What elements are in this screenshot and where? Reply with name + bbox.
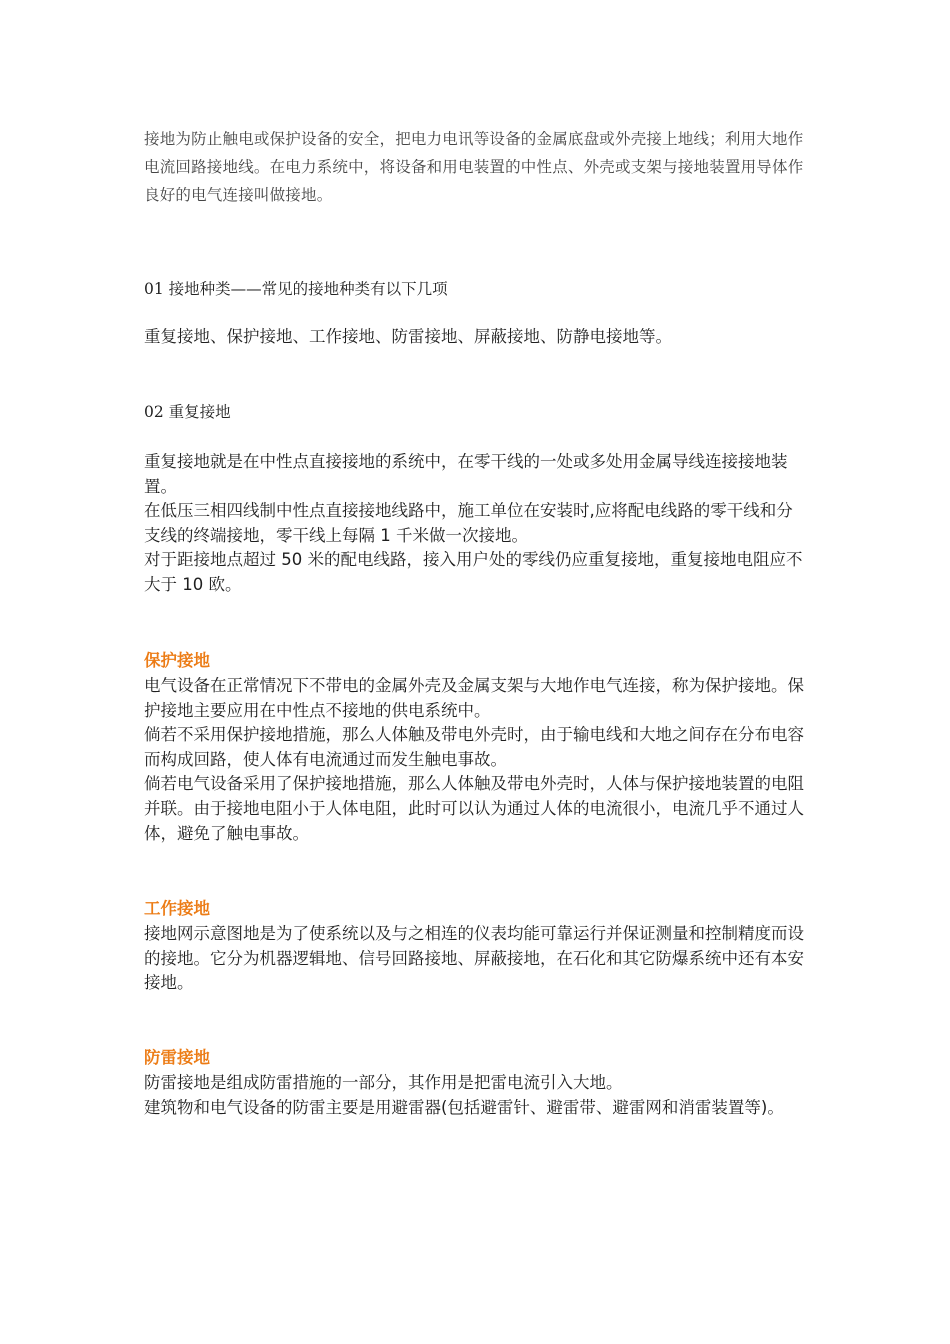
section-heading-lightning: 防雷接地: [144, 1048, 210, 1067]
section-heading-working: 工作接地: [144, 899, 210, 918]
lightning-paragraph: [144, 1071, 809, 1120]
section-heading-repeat: 02 重复接地: [144, 403, 231, 421]
protective-line: 电气设备在正常情况下不带电的金属外壳及金属支架与大地作电气连接，称为保护接地。保护接地主要应用在中性点不接地的供电系统中。: [144, 676, 804, 720]
lightning-line: 建筑物和电气设备的防雷主要是用避雷器(包括避雷针、避雷带、避雷网和消雷装置等)。: [144, 1097, 784, 1117]
working-paragraph: [144, 922, 809, 996]
repeat-line: 对于距接地点超过 50 米的配电线路，接入用户处的零线仍应重复接地，重复接地电阻应不大于 10 欧。: [144, 550, 803, 594]
repeat-paragraph: [144, 450, 809, 598]
section-heading-types: 01 接地种类——常见的接地种类有以下几项: [144, 280, 448, 298]
intro-paragraph: 接地为防止触电或保护设备的安全，把电力电讯等设备的金属底盘或外壳接上地线；利用大地作电流回路接地线。在电力系统中，将设备和用电装置的中性点、外壳或支架与接地装置用导体作良好的电气连接叫做接地。: [144, 130, 804, 204]
section-heading-protective: 保护接地: [144, 651, 210, 670]
repeat-line: 在低压三相四线制中性点直接接地线路中，施工单位在安装时,应将配电线路的零干线和分支线的终端接地，零干线上每隔 1 千米做一次接地。: [144, 501, 793, 545]
protective-line: 倘若不采用保护接地措施，那么人体触及带电外壳时，由于输电线和大地之间存在分布电容而构成回路，使人体有电流通过而发生触电事故。: [144, 725, 804, 769]
protective-paragraph: [144, 674, 809, 846]
repeat-line: 重复接地就是在中性点直接接地的系统中，在零干线的一处或多处用金属导线连接接地装置。: [144, 452, 788, 496]
types-paragraph: 重复接地、保护接地、工作接地、防雷接地、屏蔽接地、防静电接地等。: [144, 327, 672, 346]
lightning-line: 防雷接地是组成防雷措施的一部分，其作用是把雷电流引入大地。: [144, 1073, 623, 1092]
protective-line: 倘若电气设备采用了保护接地措施，那么人体触及带电外壳时，人体与保护接地装置的电阻并联。由于接地电阻小于人体电阻，此时可以认为通过人体的电流很小，电流几乎不通过人体，避免了触电事故。: [144, 774, 804, 843]
working-line: 接地网示意图地是为了使系统以及与之相连的仪表均能可靠运行并保证测量和控制精度而设的接地。它分为机器逻辑地、信号回路接地、屏蔽接地，在石化和其它防爆系统中还有本安接地。: [144, 924, 804, 993]
